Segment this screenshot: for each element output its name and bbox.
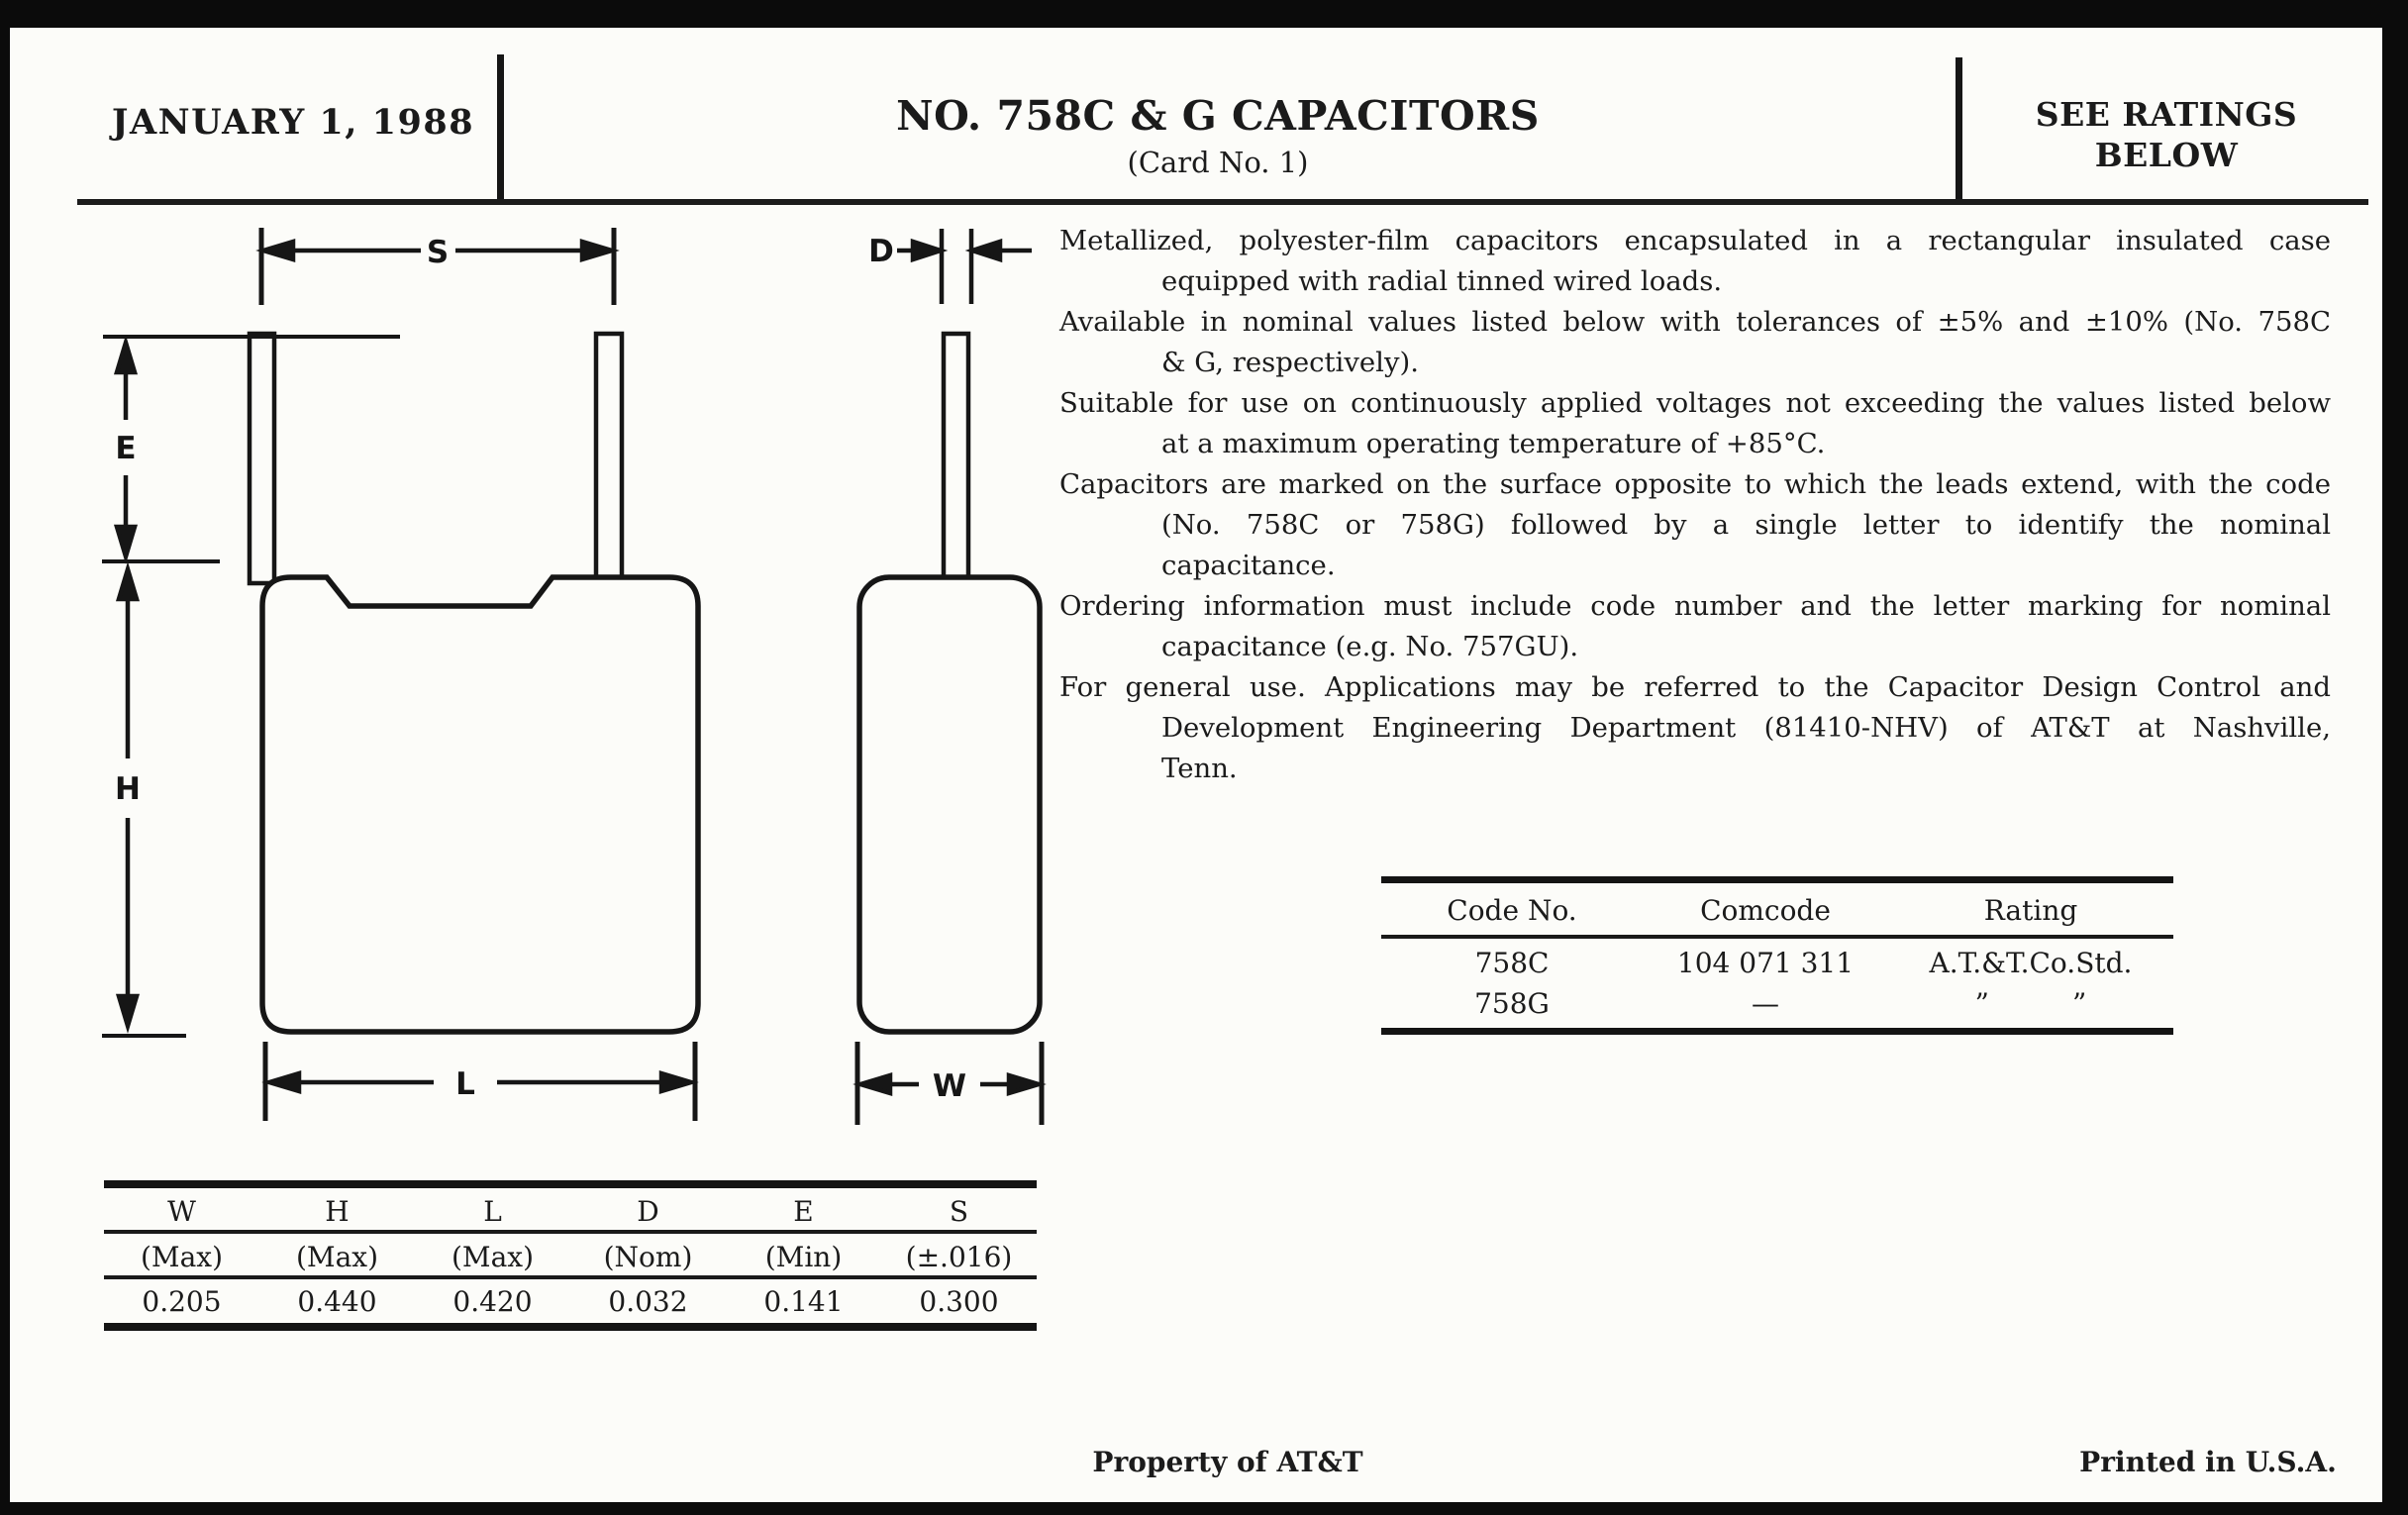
- see-ratings-line2: BELOW: [2094, 136, 2239, 174]
- w-dim-label: W: [932, 1068, 967, 1104]
- ratings-cell: —: [1752, 987, 1779, 1020]
- description-line: Tenn.: [1161, 753, 1238, 784]
- dim-col: W: [167, 1195, 196, 1228]
- title-block: [871, 92, 1564, 179]
- dim-col: H: [325, 1195, 350, 1228]
- s-dim-label: S: [426, 235, 450, 270]
- property-notice: Property of AT&T: [1092, 1446, 1363, 1478]
- ratings-cell: 104 071 311: [1676, 947, 1855, 979]
- table-row: [1381, 939, 2173, 983]
- dim-qualifier: (Max): [140, 1241, 223, 1273]
- ratings-cell: ” ”: [1974, 987, 2087, 1020]
- description-line: Capacitors are marked on the surface opposite to which the leads extend, with the code: [1059, 468, 2331, 500]
- dim-value: 0.300: [919, 1285, 999, 1318]
- issue-date: JANUARY 1, 1988: [111, 102, 475, 143]
- dim-value: 0.440: [297, 1285, 377, 1318]
- see-ratings-line1: SEE RATINGS: [2035, 95, 2298, 134]
- description-line: equipped with radial tinned wired loads.: [1161, 265, 1723, 297]
- dim-qualifier: (Max): [451, 1241, 534, 1273]
- description-line: (No. 758C or 758G) followed by a single letter to identify the nominal: [1161, 509, 2331, 541]
- ratings-col-code: Code No.: [1447, 894, 1577, 927]
- description-line: For general use. Applications may be referred to the Capacitor Design Control and: [1059, 671, 2331, 703]
- table-row: [1381, 983, 2173, 1028]
- ratings-cell: 758C: [1474, 947, 1550, 979]
- ratings-cell: A.T.&T.Co.Std.: [1929, 947, 2133, 979]
- dim-value: 0.141: [763, 1285, 844, 1318]
- printed-notice: Printed in U.S.A.: [2079, 1446, 2337, 1478]
- e-dim-label: E: [115, 431, 137, 466]
- l-dim-label: L: [455, 1066, 475, 1102]
- ratings-cell: 758G: [1474, 987, 1550, 1020]
- dimensions-table-header: [104, 1188, 1037, 1234]
- description-line: capacitance (e.g. No. 757GU).: [1161, 631, 1579, 662]
- dim-col: S: [949, 1195, 969, 1228]
- dimensions-value-row: [104, 1279, 1037, 1323]
- description-line: & G, respectively).: [1161, 347, 1419, 378]
- description-line: Metallized, polyester-film capacitors encapsulated in a rectangular insulated case: [1059, 225, 2331, 256]
- ratings-col-comcode: Comcode: [1700, 894, 1831, 927]
- dim-value: 0.205: [142, 1285, 222, 1318]
- dim-value: 0.032: [608, 1285, 688, 1318]
- dim-qualifier: (Nom): [603, 1241, 693, 1273]
- dim-qualifier: (Max): [295, 1241, 378, 1273]
- dim-col: L: [483, 1195, 502, 1228]
- ratings-table: [1381, 876, 2173, 1035]
- card-number: (Card No. 1): [1127, 146, 1309, 179]
- header-rule: [77, 199, 2368, 205]
- description-line: capacitance.: [1161, 550, 1336, 581]
- description-line: at a maximum operating temperature of +85°C.: [1161, 428, 1826, 459]
- description-line: Ordering information must include code number and the letter marking for nominal: [1059, 590, 2331, 622]
- description-line: Suitable for use on continuously applied voltages not exceeding the values listed below: [1059, 387, 2331, 419]
- page-title: NO. 758C & G CAPACITORS: [896, 92, 1540, 140]
- dimensions-qualifier-row: [104, 1234, 1037, 1279]
- d-dim-label: D: [868, 234, 894, 269]
- description-line: Development Engineering Department (81410-NHV) of AT&T at Nashville,: [1161, 712, 2331, 744]
- dim-qualifier: (±.016): [905, 1241, 1013, 1273]
- dimensions-table: [104, 1180, 1037, 1331]
- description-line: Available in nominal values listed below with tolerances of ±5% and ±10% (No. 758C: [1059, 306, 2331, 338]
- dim-qualifier: (Min): [764, 1241, 843, 1273]
- ratings-table-header: [1381, 883, 2173, 939]
- dim-col: E: [793, 1195, 814, 1228]
- h-dim-label: H: [115, 771, 141, 807]
- dim-value: 0.420: [452, 1285, 533, 1318]
- see-ratings-note: [1990, 94, 2343, 175]
- header-divider-right: [1956, 57, 1962, 201]
- ratings-col-rating: Rating: [1983, 894, 2078, 927]
- description-text: [1059, 221, 2331, 789]
- header-divider-left: [497, 54, 504, 201]
- dim-col: D: [637, 1195, 659, 1228]
